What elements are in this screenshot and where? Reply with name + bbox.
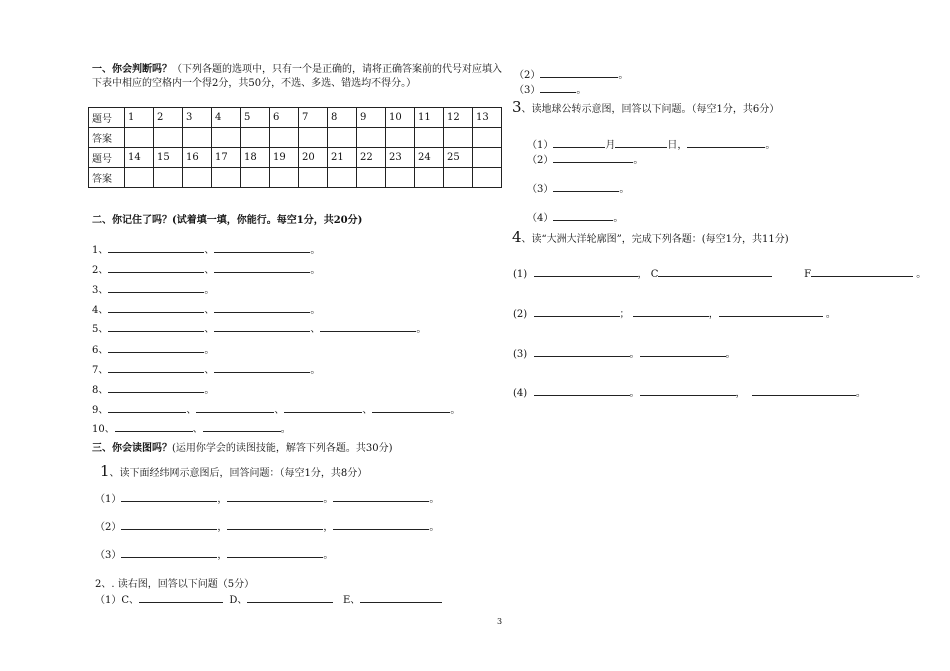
question-number-cell: 21 — [328, 148, 357, 168]
answer-blank[interactable] — [540, 68, 618, 78]
fill-line-9: 9、 、 、 、 。 — [92, 405, 461, 416]
section1-title: 一、你会判断吗？ — [92, 64, 172, 75]
answer-blank[interactable] — [719, 307, 823, 317]
answer-blank[interactable] — [115, 422, 193, 432]
row-label-question: 题号 — [89, 108, 125, 128]
answer-blank[interactable] — [108, 383, 204, 393]
answer-cell[interactable] — [328, 128, 357, 148]
item-number: 10、 — [92, 424, 115, 435]
question-number-cell: 3 — [183, 108, 212, 128]
month-label: 月 — [605, 140, 616, 151]
question-number-cell: 19 — [270, 148, 299, 168]
day-label: 日， — [667, 140, 688, 151]
label-f: F — [804, 269, 812, 280]
question-number-cell: 5 — [241, 108, 270, 128]
item-number: 8、 — [92, 385, 109, 396]
answer-blank[interactable] — [108, 363, 204, 373]
answer-blank[interactable] — [615, 138, 667, 148]
question-number-cell: 17 — [212, 148, 241, 168]
question-number-cell: 11 — [415, 108, 444, 128]
answer-blank[interactable] — [214, 363, 310, 373]
answer-blank[interactable] — [121, 492, 217, 502]
answer-blank[interactable] — [139, 593, 223, 603]
answer-blank[interactable] — [108, 263, 204, 273]
q1-heading — [100, 462, 367, 480]
answer-blank[interactable] — [333, 492, 429, 502]
question-number-cell: 18 — [241, 148, 270, 168]
fill-line-8: 8、 。 — [92, 385, 215, 396]
row-label-question: 题号 — [89, 148, 125, 168]
question-number-cell: 13 — [473, 108, 502, 128]
question-number-cell: 10 — [386, 108, 415, 128]
answer-cell[interactable] — [415, 168, 444, 188]
q4-line-4: (4) 。 ， 。 — [513, 388, 866, 399]
answer-cell[interactable] — [125, 168, 154, 188]
item-number: (4) — [513, 388, 528, 399]
question-number-cell: 9 — [357, 108, 386, 128]
answer-blank[interactable] — [687, 138, 765, 148]
answer-blank[interactable] — [214, 322, 310, 332]
fill-line-3: 3、 。 — [92, 285, 215, 296]
q2-line-1 — [95, 591, 442, 606]
answer-blank[interactable] — [333, 520, 429, 530]
item-number: 4、 — [92, 305, 109, 316]
answer-blank[interactable] — [372, 403, 450, 413]
q3-text: 、读地球公转示意图，回答以下问题。（每空1分，共6分） — [521, 104, 780, 115]
answer-cell[interactable] — [154, 128, 183, 148]
q3-line-3: （3） 。 — [527, 184, 630, 195]
answer-cell[interactable] — [183, 168, 212, 188]
item-number: 5、 — [92, 324, 109, 335]
answer-blank[interactable] — [633, 307, 709, 317]
question-number-cell: 7 — [299, 108, 328, 128]
q4-number: 4 — [512, 228, 522, 246]
row-label-answer: 答案 — [89, 128, 125, 148]
item-number: (2) — [513, 309, 528, 320]
answer-cell[interactable] — [270, 128, 299, 148]
answer-blank[interactable] — [553, 153, 633, 163]
answer-blank[interactable] — [320, 322, 416, 332]
answer-blank[interactable] — [108, 303, 204, 313]
question-number-cell — [473, 148, 502, 168]
answer-blank[interactable] — [214, 263, 310, 273]
answer-blank[interactable] — [640, 386, 736, 396]
answer-cell[interactable] — [299, 128, 328, 148]
answer-blank[interactable] — [108, 343, 204, 353]
answer-table — [88, 107, 502, 188]
item-number: (3) — [513, 349, 528, 360]
q4-text: 、读“大洲大洋轮廓图”，完成下列各题：(每空1分，共11分) — [521, 234, 789, 245]
q1-line-2: （2） ， ， 。 — [95, 522, 440, 533]
answer-cell[interactable] — [154, 168, 183, 188]
fill-line-6: 6、 。 — [92, 345, 215, 356]
q1-line-3: （3） ， 。 — [95, 550, 334, 561]
section3-title: 三、你会读图吗？ — [92, 443, 172, 454]
answer-blank[interactable] — [227, 492, 323, 502]
answer-blank[interactable] — [540, 83, 576, 93]
section1-instructions: （下列各题的选项中，只有一个是正确的，请将正确答案前的代号对应填入下表中相应的空格内一个得2分，共50分，不选、多选、错选均不得分。） — [92, 64, 502, 89]
answer-cell[interactable] — [415, 128, 444, 148]
item-number: （1）C、 — [95, 595, 140, 606]
question-number-cell: 1 — [125, 108, 154, 128]
answer-blank[interactable] — [214, 243, 310, 253]
q3-line-1: （1） 月 日， 。 — [527, 140, 776, 151]
answer-blank[interactable] — [247, 593, 333, 603]
question-number-cell: 24 — [415, 148, 444, 168]
item-number: 9、 — [92, 405, 109, 416]
answer-blank[interactable] — [752, 386, 856, 396]
item-number: 6、 — [92, 345, 109, 356]
answer-cell[interactable] — [444, 128, 473, 148]
question-number-cell: 22 — [357, 148, 386, 168]
table-row — [89, 148, 502, 168]
table-row — [89, 128, 502, 148]
answer-blank[interactable] — [108, 403, 186, 413]
q3-line-2: （2） 。 — [527, 155, 644, 166]
section3-subtitle: (运用你学会的读图技能，解答下列各题。共30分) — [172, 443, 393, 454]
label-c: C — [650, 269, 659, 280]
answer-cell[interactable] — [473, 128, 502, 148]
question-number-cell: 15 — [154, 148, 183, 168]
fill-line-4: 4、 、 。 — [92, 305, 321, 316]
answer-blank[interactable] — [534, 307, 620, 317]
q3-heading — [512, 98, 779, 116]
question-number-cell: 25 — [444, 148, 473, 168]
q4-line-2: (2) ； ， 。 — [513, 309, 836, 320]
fill-line-5: 5、 、 、 。 — [92, 324, 427, 335]
answer-cell[interactable] — [183, 128, 212, 148]
item-number: 2、 — [92, 265, 109, 276]
question-number-cell: 23 — [386, 148, 415, 168]
q4-heading — [512, 228, 789, 246]
answer-cell[interactable] — [299, 168, 328, 188]
answer-blank[interactable] — [553, 182, 619, 192]
answer-blank[interactable] — [360, 593, 442, 603]
table-row — [89, 168, 502, 188]
item-number: （3） — [514, 85, 541, 96]
table-row — [89, 108, 502, 128]
answer-cell[interactable] — [212, 168, 241, 188]
answer-blank[interactable] — [108, 283, 204, 293]
answer-blank[interactable] — [108, 322, 204, 332]
item-number: （2） — [95, 522, 122, 533]
answer-cell[interactable] — [125, 128, 154, 148]
label-d: D、 — [229, 595, 248, 606]
q4-line-1: (1) ， C F 。 — [513, 269, 927, 280]
answer-blank[interactable] — [227, 520, 323, 530]
right-cont-line-2: （2） 。 — [514, 70, 629, 81]
question-number-cell: 16 — [183, 148, 212, 168]
question-number-cell: 8 — [328, 108, 357, 128]
item-number: （4） — [527, 213, 554, 224]
item-number: （3） — [95, 550, 122, 561]
fill-line-7: 7、 、 。 — [92, 365, 321, 376]
right-cont-line-3: （3） 。 — [514, 85, 587, 96]
answer-cell[interactable] — [473, 168, 502, 188]
answer-blank[interactable] — [121, 548, 217, 558]
q4-line-3: (3) 。 。 — [513, 349, 736, 360]
answer-cell[interactable] — [444, 168, 473, 188]
section1-intro — [92, 63, 502, 91]
item-number: （3） — [527, 184, 554, 195]
answer-blank[interactable] — [534, 267, 638, 277]
section3-heading — [92, 439, 393, 454]
item-number: （1） — [527, 140, 554, 151]
item-number: （2） — [514, 70, 541, 81]
answer-cell[interactable] — [241, 128, 270, 148]
answer-blank[interactable] — [534, 347, 630, 357]
item-number: 3、 — [92, 285, 109, 296]
question-number-cell: 2 — [154, 108, 183, 128]
q1-text: 、读下面经纬网示意图后，回答问题：（每空1分，共8分） — [109, 468, 368, 479]
label-e: E、 — [342, 595, 361, 606]
answer-blank[interactable] — [284, 403, 362, 413]
answer-cell[interactable] — [357, 168, 386, 188]
answer-blank[interactable] — [214, 303, 310, 313]
answer-blank[interactable] — [534, 386, 630, 396]
q3-line-4: （4） 。 — [527, 213, 624, 224]
item-number: （1） — [95, 494, 122, 505]
q1-number: 1 — [100, 462, 110, 480]
page-number: 3 — [497, 617, 503, 626]
question-number-cell: 6 — [270, 108, 299, 128]
question-number-cell: 14 — [125, 148, 154, 168]
answer-cell[interactable] — [241, 168, 270, 188]
question-number-cell: 12 — [444, 108, 473, 128]
row-label-answer: 答案 — [89, 168, 125, 188]
answer-blank[interactable] — [553, 138, 605, 148]
answer-blank[interactable] — [196, 403, 274, 413]
fill-line-2: 2、 、 。 — [92, 265, 321, 276]
item-number: （2） — [527, 155, 554, 166]
answer-cell[interactable] — [328, 168, 357, 188]
fill-line-1: 1、 、 。 — [92, 245, 321, 256]
item-number: 1、 — [92, 245, 109, 256]
answer-blank[interactable] — [121, 520, 217, 530]
q3-number: 3 — [512, 98, 522, 116]
question-number-cell: 20 — [299, 148, 328, 168]
q1-line-1: （1） ， 。 。 — [95, 494, 440, 505]
answer-blank[interactable] — [108, 243, 204, 253]
answer-cell[interactable] — [357, 128, 386, 148]
item-number: 7、 — [92, 365, 109, 376]
fill-line-10: 10、 、 。 — [92, 424, 291, 435]
question-number-cell: 4 — [212, 108, 241, 128]
answer-blank[interactable] — [553, 211, 613, 221]
answer-cell[interactable] — [386, 168, 415, 188]
answer-cell[interactable] — [212, 128, 241, 148]
answer-blank[interactable] — [227, 548, 323, 558]
q2-heading: 2、. 读右图，回答以下问题（5分） — [95, 579, 255, 590]
answer-cell[interactable] — [386, 128, 415, 148]
answer-blank[interactable] — [658, 267, 772, 277]
answer-cell[interactable] — [270, 168, 299, 188]
answer-blank[interactable] — [811, 267, 913, 277]
answer-blank[interactable] — [203, 422, 281, 432]
item-number: (1) — [513, 269, 528, 280]
answer-blank[interactable] — [640, 347, 726, 357]
section2-title: 二、你记住了吗？(试着填一填，你能行。每空1分，共20分) — [92, 215, 363, 226]
